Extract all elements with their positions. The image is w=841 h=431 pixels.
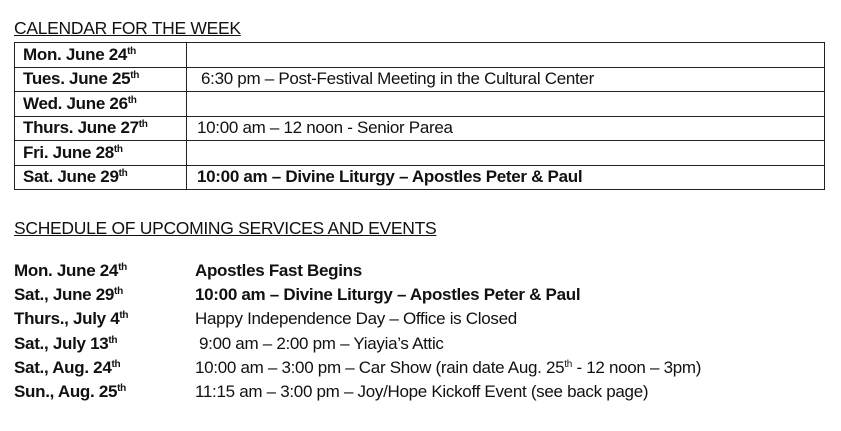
schedule-heading: SCHEDULE OF UPCOMING SERVICES AND EVENTS xyxy=(14,218,437,238)
schedule-event: Happy Independence Day – Office is Closed xyxy=(195,309,517,329)
calendar-day: Thurs. June 27th xyxy=(15,116,187,141)
schedule-list xyxy=(14,259,825,404)
list-item xyxy=(14,356,825,380)
schedule-event: 10:00 am – Divine Liturgy – Apostles Peter & Paul xyxy=(195,285,581,305)
calendar-heading: CALENDAR FOR THE WEEK xyxy=(14,18,241,38)
table-row xyxy=(15,92,825,117)
calendar-day: Sat. June 29th xyxy=(15,165,187,190)
table-row xyxy=(15,43,825,68)
schedule-day: Thurs., July 4th xyxy=(14,309,129,329)
list-item xyxy=(14,283,825,307)
table-row xyxy=(15,67,825,92)
calendar-day: Mon. June 24th xyxy=(15,43,187,68)
table-row xyxy=(15,116,825,141)
schedule-event: 9:00 am – 2:00 pm – Yiayia’s Attic xyxy=(199,333,444,353)
list-item xyxy=(14,332,825,356)
calendar-event xyxy=(187,43,825,68)
calendar-event: 10:00 am – Divine Liturgy – Apostles Peter & Paul xyxy=(187,165,825,190)
schedule-day: Sat., June 29th xyxy=(14,285,123,305)
schedule-event: 10:00 am – 3:00 pm – Car Show (rain date Aug. 25th - 12 noon – 3pm) xyxy=(195,357,702,377)
calendar-event: 10:00 am – 12 noon - Senior Parea xyxy=(187,116,825,141)
schedule-event: 11:15 am – 3:00 pm – Joy/Hope Kickoff Event (see back page) xyxy=(195,382,649,402)
table-row xyxy=(15,141,825,166)
calendar-event: 6:30 pm – Post-Festival Meeting in the Cultural Center xyxy=(187,67,825,92)
list-item xyxy=(14,307,825,331)
calendar-day: Tues. June 25th xyxy=(15,67,187,92)
schedule-day: Sat., Aug. 24th xyxy=(14,357,121,377)
schedule-day: Sun., Aug. 25th xyxy=(14,382,126,402)
calendar-day: Wed. June 26th xyxy=(15,92,187,117)
calendar-day: Fri. June 28th xyxy=(15,141,187,166)
calendar-event xyxy=(187,141,825,166)
schedule-event: Apostles Fast Begins xyxy=(195,261,362,281)
schedule-day: Mon. June 24th xyxy=(14,261,127,281)
schedule-day: Sat., July 13th xyxy=(14,333,118,353)
calendar-event xyxy=(187,92,825,117)
list-item xyxy=(14,380,825,404)
table-row xyxy=(15,165,825,190)
calendar-table xyxy=(14,42,825,190)
list-item xyxy=(14,259,825,283)
